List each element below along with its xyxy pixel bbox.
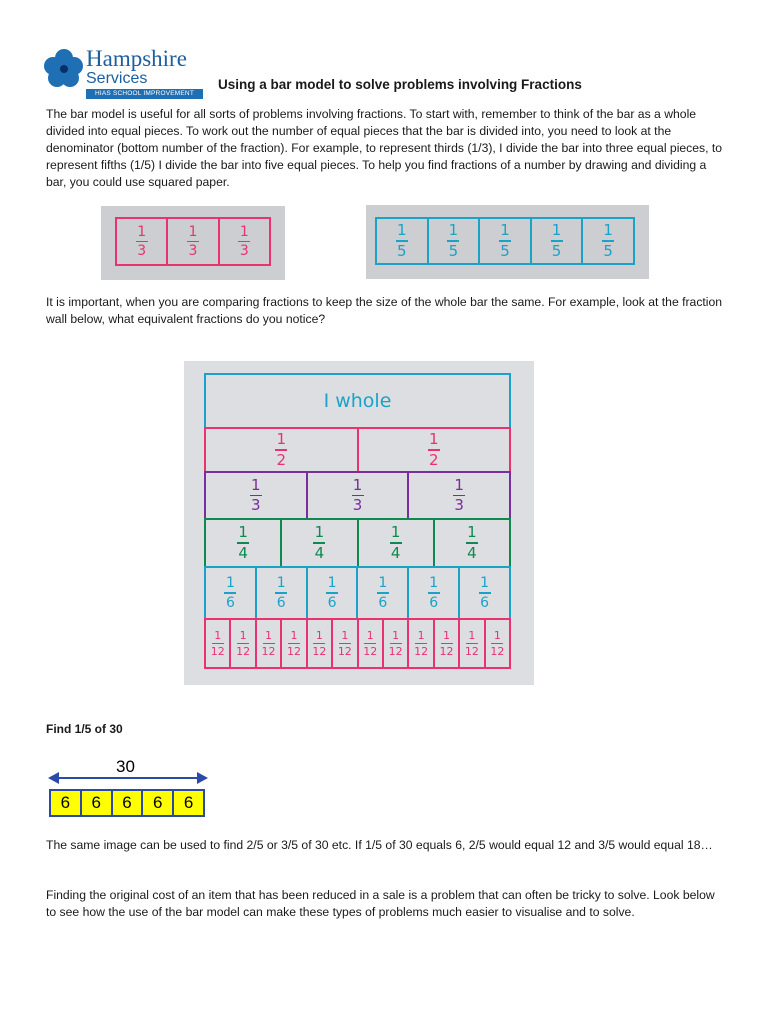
fraction-wall-cell xyxy=(458,620,483,667)
fraction-line xyxy=(263,643,275,645)
whole-cell xyxy=(204,373,511,429)
fraction-label xyxy=(338,630,352,658)
fraction-denominator: 12 xyxy=(363,645,378,659)
fraction-wall-cell xyxy=(206,520,280,566)
part-cell: 6 xyxy=(141,791,172,815)
fraction-numerator: 1 xyxy=(397,221,407,240)
fraction-denominator: 6 xyxy=(225,594,235,611)
fraction-denominator: 12 xyxy=(312,645,327,659)
fraction-wall-cell xyxy=(356,568,407,618)
fraction-numerator: 1 xyxy=(417,628,425,642)
fraction-numerator: 1 xyxy=(239,223,249,240)
fraction-label xyxy=(428,432,440,468)
fraction-numerator: 1 xyxy=(448,221,459,240)
sale-paragraph: Finding the original cost of an item that has been reduced in a sale is a problem that can often be tricky to solve. Look below to see how the use of the bar model can make these types of problems much easier to visualise and to solve. xyxy=(46,888,715,919)
fraction-label xyxy=(238,225,250,259)
fraction-wall-photo xyxy=(184,361,534,685)
fraction-label xyxy=(414,630,428,658)
fraction-denominator: 2 xyxy=(428,450,439,469)
fraction-numerator: 1 xyxy=(352,475,363,494)
fraction-label xyxy=(396,223,408,259)
fraction-label xyxy=(390,525,402,561)
fraction-wall-cell xyxy=(382,620,407,667)
logo-band: HIAS SCHOOL IMPROVEMENT xyxy=(86,89,203,99)
bar-cell xyxy=(218,219,269,264)
fraction-label xyxy=(236,630,250,658)
fraction-label xyxy=(275,576,287,610)
fraction-numerator: 1 xyxy=(214,628,222,642)
fraction-label xyxy=(187,225,199,259)
fraction-numerator: 1 xyxy=(276,575,286,592)
fraction-numerator: 1 xyxy=(188,223,198,240)
fraction-wall-cell xyxy=(306,473,408,518)
fraction-numerator: 1 xyxy=(290,628,298,642)
fraction-wall-cell xyxy=(484,620,509,667)
fraction-numerator: 1 xyxy=(454,475,464,494)
fraction-line xyxy=(479,592,491,594)
fraction-label xyxy=(428,576,440,610)
bar-cell xyxy=(478,219,530,263)
fraction-wall-row-4 xyxy=(204,518,511,568)
fraction-wall-cell xyxy=(357,620,382,667)
fraction-line xyxy=(466,643,478,645)
fraction-denominator: 12 xyxy=(236,645,251,659)
find-fraction-label: Find 1/5 of 30 xyxy=(46,722,123,736)
part-cell: 6 xyxy=(111,791,142,815)
fraction-label xyxy=(453,475,465,515)
fraction-numerator: 1 xyxy=(428,430,439,449)
fraction-line xyxy=(364,643,376,645)
fraction-wall-cell xyxy=(433,620,458,667)
fraction-wall-whole-row xyxy=(204,373,511,429)
fraction-denominator: 12 xyxy=(490,645,505,659)
fraction-numerator: 1 xyxy=(468,628,476,642)
fraction-label xyxy=(447,223,459,259)
fraction-label xyxy=(262,630,276,658)
fraction-line xyxy=(237,643,249,645)
fraction-denominator: 2 xyxy=(276,450,287,469)
fraction-numerator: 1 xyxy=(443,628,450,642)
fraction-denominator: 5 xyxy=(500,241,510,260)
fraction-wall-cell xyxy=(331,620,356,667)
fraction-label xyxy=(602,223,614,259)
page-title: Using a bar model to solve problems involving Fractions xyxy=(218,77,582,92)
fraction-wall-cell xyxy=(357,429,510,471)
fraction-wall-row-12 xyxy=(204,618,511,669)
fraction-wall-cell xyxy=(458,568,509,618)
fraction-denominator: 3 xyxy=(188,243,198,260)
fraction-wall-cell xyxy=(280,620,305,667)
fraction-label xyxy=(352,475,364,515)
fraction-numerator: 1 xyxy=(251,475,261,494)
fraction-denominator: 3 xyxy=(251,496,261,515)
fraction-line xyxy=(339,643,351,645)
fraction-wall-cell xyxy=(280,520,356,566)
fraction-denominator: 5 xyxy=(603,241,613,260)
bar-cell xyxy=(377,219,427,263)
fraction-denominator: 3 xyxy=(239,243,249,260)
fraction-line xyxy=(415,643,427,645)
bar-cell xyxy=(427,219,479,263)
fraction-wall-row-6 xyxy=(204,566,511,620)
fraction-numerator: 1 xyxy=(493,628,501,642)
fraction-label xyxy=(313,525,325,561)
fraction-label xyxy=(389,630,403,658)
bar-cell xyxy=(581,219,633,263)
fraction-line xyxy=(238,241,250,243)
intro-paragraph: The bar model is useful for all sorts of problems involving fractions. To start with, remember to think of the bar as a whole divided into equal pieces. To work out the number of equal pieces that the bar is divided into, you need to look at the denominator (bottom number of the fraction). For example, to represent thirds (1/3), I divide the bar into three equal pieces, to represent fifths (1/5) I divide the bar into five equal pieces. To help you find fractions of a number by drawing and dividing a bar, you could use squared paper. xyxy=(46,107,723,189)
fraction-denominator: 12 xyxy=(464,645,479,659)
fraction-denominator: 12 xyxy=(414,645,429,659)
fraction-numerator: 1 xyxy=(480,575,489,592)
part-cell: 6 xyxy=(80,791,111,815)
fraction-denominator: 3 xyxy=(352,496,363,515)
fraction-numerator: 1 xyxy=(239,628,247,642)
bar-cell xyxy=(166,219,217,264)
flower-icon xyxy=(44,48,84,88)
hampshire-services-logo xyxy=(44,48,209,100)
fraction-denominator: 12 xyxy=(261,645,276,659)
fraction-denominator: 12 xyxy=(439,645,454,659)
fraction-line xyxy=(136,241,148,243)
fraction-label xyxy=(490,630,504,658)
fraction-line xyxy=(187,241,199,243)
fraction-numerator: 1 xyxy=(276,430,287,449)
fraction-denominator: 4 xyxy=(390,543,401,562)
fraction-wall-cell xyxy=(255,568,306,618)
fraction-denominator: 12 xyxy=(286,645,301,659)
fraction-numerator: 1 xyxy=(315,628,323,642)
fraction-label xyxy=(440,630,454,658)
comparing-paragraph: It is important, when you are comparing fractions to keep the size of the whole bar the same. For example, look at the fraction wall below, what equivalent fractions do you notice? xyxy=(46,295,723,326)
fraction-label xyxy=(377,576,389,610)
fraction-wall-cell xyxy=(206,429,357,471)
fraction-wall-row-2 xyxy=(204,427,511,473)
fraction-numerator: 1 xyxy=(603,221,613,240)
fraction-label xyxy=(326,576,338,610)
fraction-line xyxy=(212,643,224,645)
fraction-numerator: 1 xyxy=(429,575,439,592)
fraction-label xyxy=(250,475,262,515)
part-cell: 6 xyxy=(172,791,203,815)
fraction-denominator: 4 xyxy=(467,543,477,562)
fraction-line xyxy=(428,592,440,594)
fraction-denominator: 6 xyxy=(378,594,388,611)
fraction-numerator: 1 xyxy=(500,221,510,240)
same-image-paragraph: The same image can be used to find 2/5 or 3/5 of 30 etc. If 1/5 of 30 equals 6, 2/5 would equal 12 and 3/5 would equal 18… xyxy=(46,838,713,852)
fraction-denominator: 3 xyxy=(454,496,464,515)
thirds-bar-photo xyxy=(101,206,285,280)
fraction-numerator: 1 xyxy=(225,575,235,592)
fraction-line xyxy=(491,643,503,645)
fraction-label xyxy=(136,225,148,259)
thirty-bar xyxy=(49,789,205,817)
double-arrow-icon xyxy=(48,770,208,786)
fraction-label xyxy=(312,630,326,658)
fifths-bar xyxy=(375,217,635,265)
fraction-denominator: 4 xyxy=(238,543,248,562)
fraction-numerator: 1 xyxy=(390,523,401,542)
fraction-denominator: 6 xyxy=(276,594,286,611)
bar-cell xyxy=(530,219,582,263)
fraction-denominator: 5 xyxy=(448,241,459,260)
fraction-wall-cell xyxy=(357,520,433,566)
fraction-label xyxy=(479,576,491,610)
fraction-label xyxy=(499,223,511,259)
fraction-line xyxy=(326,592,338,594)
logo-name: Hampshire xyxy=(86,46,187,71)
fraction-wall-cell xyxy=(206,568,255,618)
fraction-numerator: 1 xyxy=(327,575,337,592)
fraction-denominator: 6 xyxy=(480,594,489,611)
bar-cell xyxy=(117,219,166,264)
fraction-wall-row-3 xyxy=(204,471,511,520)
fraction-label xyxy=(466,525,478,561)
fraction-wall-cell xyxy=(433,520,509,566)
fraction-numerator: 1 xyxy=(467,523,477,542)
fraction-label xyxy=(363,630,377,658)
thirds-bar xyxy=(115,217,271,266)
fraction-numerator: 1 xyxy=(137,223,147,240)
fraction-numerator: 1 xyxy=(551,221,562,240)
fraction-wall-cell xyxy=(206,620,229,667)
fraction-numerator: 1 xyxy=(366,628,374,642)
fraction-numerator: 1 xyxy=(392,628,400,642)
fraction-wall-cell xyxy=(206,473,306,518)
fraction-denominator: 5 xyxy=(551,241,562,260)
fraction-label xyxy=(211,630,225,658)
whole-label: I whole xyxy=(323,390,392,412)
fraction-denominator: 6 xyxy=(327,594,337,611)
fraction-label xyxy=(551,223,563,259)
fraction-label xyxy=(275,432,287,468)
logo-subtitle: Services xyxy=(86,70,148,87)
fraction-wall-cell xyxy=(306,568,357,618)
fraction-line xyxy=(224,592,236,594)
fraction-denominator: 6 xyxy=(429,594,439,611)
fraction-wall-cell xyxy=(229,620,254,667)
fraction-denominator: 3 xyxy=(137,243,147,260)
fraction-denominator: 12 xyxy=(388,645,403,659)
fraction-numerator: 1 xyxy=(314,523,325,542)
fraction-denominator: 12 xyxy=(210,645,225,659)
fraction-wall-cell xyxy=(306,620,331,667)
fraction-line xyxy=(275,592,287,594)
fraction-numerator: 1 xyxy=(341,628,349,642)
fraction-label xyxy=(465,630,479,658)
fraction-label xyxy=(287,630,301,658)
fraction-denominator: 12 xyxy=(337,645,352,659)
fraction-numerator: 1 xyxy=(265,628,273,642)
fraction-line xyxy=(390,643,402,645)
fraction-line xyxy=(441,643,453,645)
fraction-label xyxy=(237,525,249,561)
part-cell: 6 xyxy=(51,791,80,815)
total-label: 30 xyxy=(116,757,135,776)
fraction-line xyxy=(288,643,300,645)
fraction-denominator: 4 xyxy=(314,543,325,562)
fraction-wall-cell xyxy=(255,620,280,667)
fraction-denominator: 5 xyxy=(397,241,407,260)
fraction-numerator: 1 xyxy=(378,575,388,592)
fraction-wall-cell xyxy=(407,473,509,518)
fifths-bar-photo xyxy=(366,205,649,279)
fraction-wall-cell xyxy=(407,620,432,667)
fraction-line xyxy=(377,592,389,594)
fraction-wall-cell xyxy=(407,568,458,618)
fraction-label xyxy=(224,576,236,610)
fraction-numerator: 1 xyxy=(238,523,248,542)
fraction-line xyxy=(313,643,325,645)
